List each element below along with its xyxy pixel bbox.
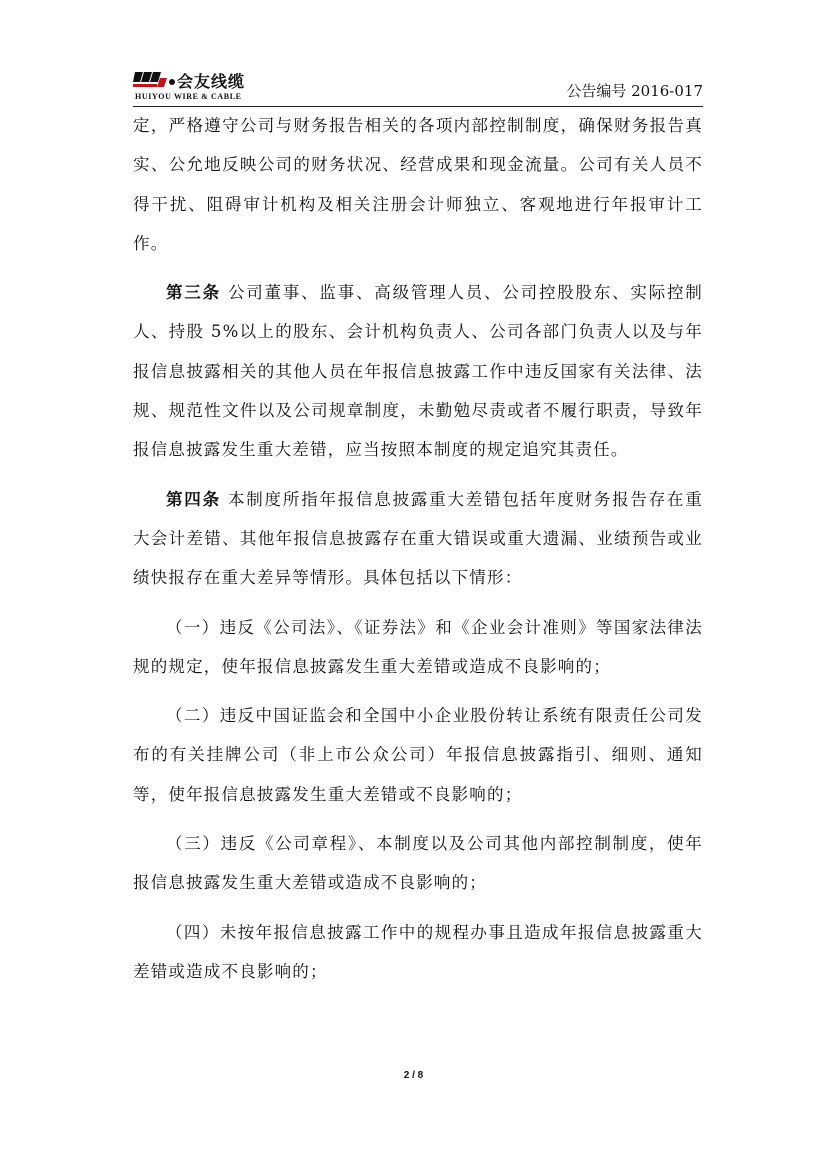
document-body <box>133 106 703 991</box>
article-3-title: 第三条 <box>166 283 221 303</box>
article-3 <box>133 273 703 469</box>
article-4-text: 本制度所指年报信息披露重大差错包括年度财务报告存在重大会计差错、其他年报信息披露存在重大错误或重大遗漏、业绩预告或业绩快报存在重大差异等情形。具体包括以下情形： <box>133 489 703 588</box>
article-3-text: 公司董事、监事、高级管理人员、公司控股股东、实际控制人、持股 5%以上的股东、会计机构负责人、公司各部门负责人以及与年报信息披露相关的其他人员在年报信息披露工作中违反国家有关法律、法规、规范性文件以及公司规章制度，未勤勉尽责或者不履行职责，导致年报信息披露发生重大差错，应当按照本制度的规定追究其责任。 <box>133 283 703 460</box>
huiyou-logo-icon <box>133 70 177 92</box>
article-4 <box>133 480 703 598</box>
page-number: 2 / 8 <box>403 1070 424 1081</box>
list-item: （三）违反《公司章程》、本制度以及公司其他内部控制制度，使年报信息披露发生重大差错或造成不良影响的； <box>133 834 703 893</box>
article-4-title: 第四条 <box>166 489 221 509</box>
page-header <box>133 64 703 107</box>
logo-english-name: HUIYOU WIRE & CABLE <box>135 92 242 101</box>
paragraph-continuation: 定，严格遵守公司与财务报告相关的各项内部控制制度，确保财务报告真实、公允地反映公司的财务状况、经营成果和现金流量。公司有关人员不得干扰、阻碍审计机构及相关注册会计师独立、客观地进行年报审计工作。 <box>133 116 703 253</box>
list-item: （四）未按年报信息披露工作中的规程办事且造成年报信息披露重大差错或造成不良影响的； <box>133 922 703 981</box>
logo-chinese-name: 会友线缆 <box>177 72 246 91</box>
notice-number: 公告编号 2016-017 <box>566 82 703 100</box>
list-item: （一）违反《公司法》、《证券法》和《企业会计准则》等国家法律法规的规定，使年报信息披露发生重大差错或造成不良影响的； <box>133 617 703 676</box>
list-item: （二）违反中国证监会和全国中小企业股份转让系统有限责任公司发布的有关挂牌公司（非上市公众公司）年报信息披露指引、细则、通知等，使年报信息披露发生重大差错或不良影响的； <box>133 706 703 804</box>
company-logo <box>133 68 283 102</box>
